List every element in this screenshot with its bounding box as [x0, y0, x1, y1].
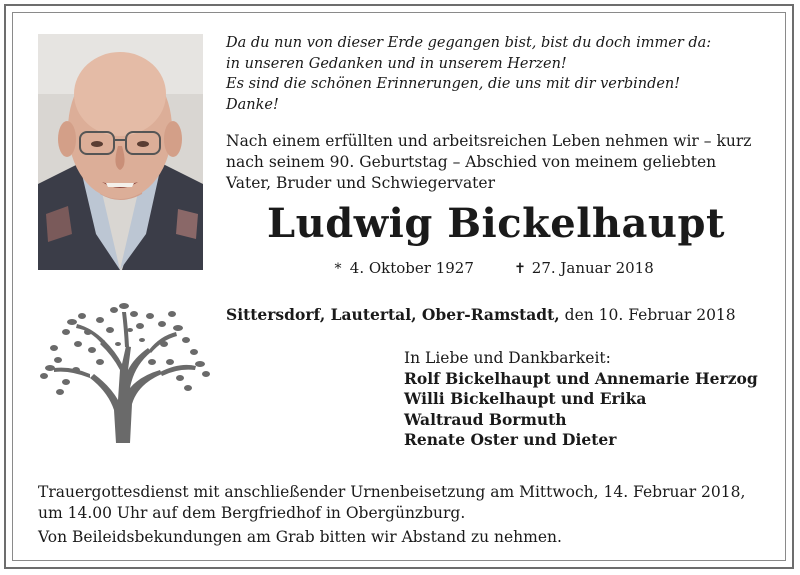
- notice-date: den 10. Februar 2018: [564, 306, 736, 324]
- verse-line: in unseren Gedanken und in unserem Herzen!: [226, 55, 567, 72]
- cross-icon: ✝: [514, 261, 526, 277]
- death-date: 27. Januar 2018: [531, 259, 654, 277]
- birth-date: 4. Oktober 1927: [349, 259, 474, 277]
- verse-line: Danke!: [226, 96, 279, 113]
- place-names: Sittersdorf, Lautertal, Ober-Ramstadt,: [226, 305, 560, 324]
- service-line: Von Beileidsbekundungen am Grab bitten wir Abstand zu nehmen.: [38, 528, 562, 546]
- mourners-list: [404, 348, 784, 451]
- deceased-name: Ludwig Bickelhaupt: [267, 200, 725, 247]
- birth-star-icon: *: [334, 261, 342, 277]
- mourner-entry: Waltraud Bormuth: [404, 409, 567, 429]
- memorial-verse: [226, 33, 766, 115]
- service-line: Trauergottesdienst mit anschließender Urnenbeisetzung am Mittwoch, 14. Februar 2018,: [38, 483, 746, 501]
- portrait-photo: [38, 34, 203, 270]
- mourner-entry: Willi Bickelhaupt und Erika: [404, 389, 647, 408]
- announcement-line: nach seinem 90. Geburtstag – Abschied von meinem geliebten: [226, 153, 717, 171]
- place-and-date: [226, 305, 766, 325]
- birth-date-group: [331, 258, 474, 279]
- death-date-group: [513, 258, 654, 279]
- verse-line: Da du nun von dieser Erde gegangen bist, bist du doch immer da:: [226, 35, 712, 51]
- tree-icon: [30, 300, 216, 445]
- announcement-text: [226, 131, 766, 194]
- announcement-line: Vater, Bruder und Schwiegervater: [226, 174, 495, 192]
- mourners-lead: In Liebe und Dankbarkeit:: [404, 349, 611, 367]
- announcement-line: Nach einem erfüllten und arbeitsreichen Leben nehmen wir – kurz: [226, 132, 752, 150]
- verse-line: Es sind die schönen Erinnerungen, die uns mit dir verbinden!: [226, 76, 681, 92]
- mourner-entry: Renate Oster und Dieter: [404, 430, 617, 449]
- service-info: [38, 482, 778, 548]
- service-line: um 14.00 Uhr auf dem Bergfriedhof in Obergünzburg.: [38, 503, 466, 522]
- mourner-entry: Rolf Bickelhaupt und Annemarie Herzog: [404, 368, 758, 388]
